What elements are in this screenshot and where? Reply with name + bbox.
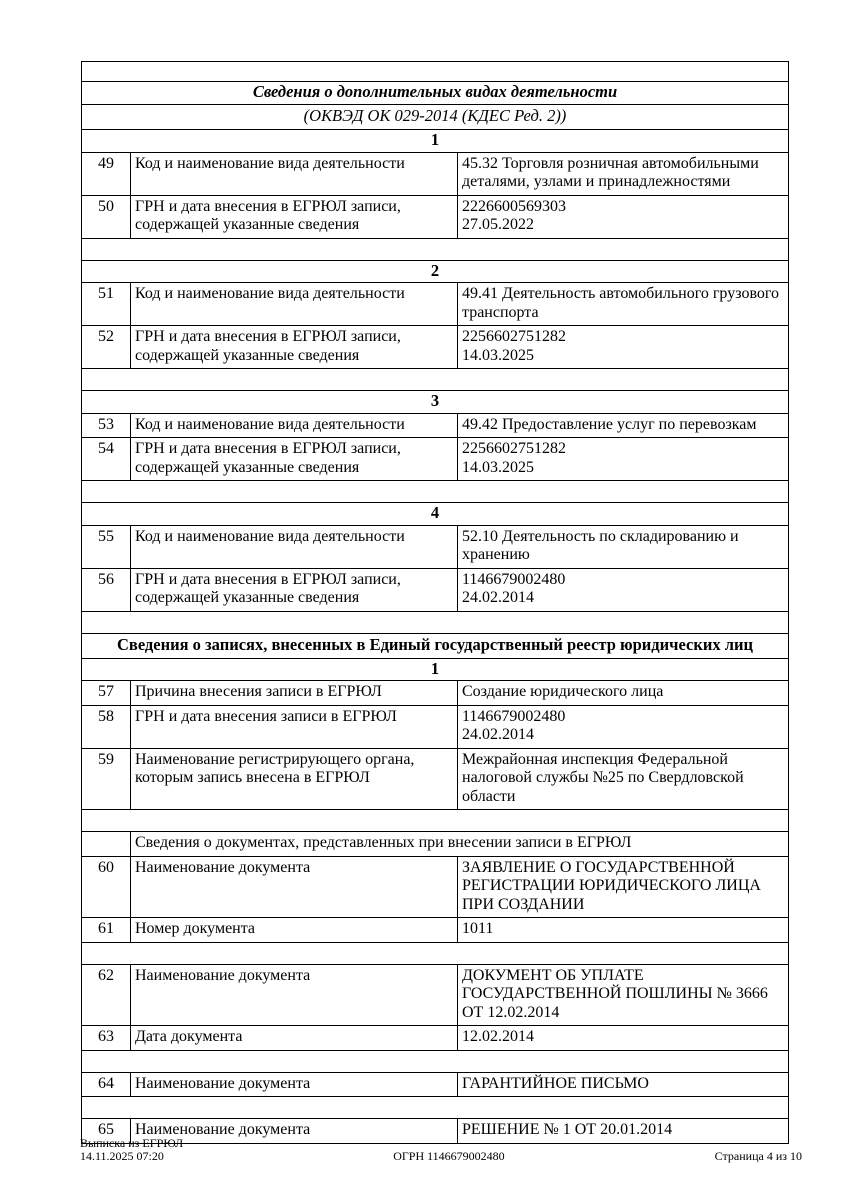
row-label-cell: Наименование регистрирующего органа, которым запись внесена в ЕГРЮЛ	[131, 748, 458, 810]
table-row	[82, 525, 789, 568]
row-label-cell: Наименование документа	[131, 964, 458, 1026]
spacer-cell	[82, 481, 789, 503]
subtitle-row	[82, 105, 789, 130]
group-row	[82, 260, 789, 283]
table-row	[82, 681, 789, 706]
group-cell: 4	[82, 503, 789, 526]
row-value-line: 14.03.2025	[462, 458, 534, 476]
table-row	[82, 413, 789, 438]
row-value-line: 14.03.2025	[462, 346, 534, 364]
row-number-cell: 59	[82, 748, 131, 810]
row-number-cell: 52	[82, 326, 131, 369]
row-value-line: ДОКУМЕНТ ОБ УПЛАТЕ ГОСУДАРСТВЕННОЙ ПОШЛИНЫ № 3666 ОТ 12.02.2014	[462, 966, 768, 1021]
row-number-cell: 63	[82, 1026, 131, 1051]
table-row	[82, 195, 789, 238]
row-value-line: 49.41 Деятельность автомобильного грузового транспорта	[462, 285, 780, 321]
row-value-cell	[458, 1026, 789, 1051]
table-row	[82, 568, 789, 611]
egrul-table-body	[82, 62, 789, 1144]
row-label-cell: Код и наименование вида деятельности	[131, 152, 458, 195]
group-row	[82, 391, 789, 414]
subtitle-cell: (ОКВЭД ОК 029-2014 (КДЕС Ред. 2))	[82, 105, 789, 130]
table-row	[82, 1072, 789, 1097]
row-number-cell	[82, 832, 131, 857]
row-value-line: ГАРАНТИЙНОЕ ПИСЬМО	[462, 1074, 649, 1092]
row-value-line: 12.02.2014	[462, 1028, 534, 1045]
footer-page-number: Страница 4 из 10	[714, 1149, 802, 1163]
table-row	[82, 748, 789, 810]
footer-ogrn: ОГРН 1146679002480	[393, 1149, 505, 1163]
row-value-line: 1146679002480	[462, 707, 566, 725]
row-label-cell: Наименование документа	[131, 856, 458, 918]
row-number-cell: 64	[82, 1072, 131, 1097]
table-row	[82, 326, 789, 369]
row-value-cell	[458, 705, 789, 748]
row-label-cell: ГРН и дата внесения в ЕГРЮЛ записи, содержащей указанные сведения	[131, 195, 458, 238]
row-value-line: РЕШЕНИЕ № 1 ОТ 20.01.2014	[462, 1121, 673, 1138]
row-number-cell: 57	[82, 681, 131, 706]
row-value-line: 24.02.2014	[462, 589, 534, 606]
row-number-cell: 62	[82, 964, 131, 1026]
footer-left-block	[80, 1137, 183, 1163]
row-value-cell	[458, 918, 789, 943]
row-number-cell: 65	[82, 1119, 131, 1144]
spacer-row	[82, 238, 789, 260]
row-label-cell: Код и наименование вида деятельности	[131, 283, 458, 326]
row-value-line: 2226600569303	[462, 197, 566, 215]
row-number-cell: 50	[82, 195, 131, 238]
spacer-row	[82, 1097, 789, 1119]
row-value-line: 52.10 Деятельность по складированию и хранению	[462, 527, 739, 563]
row-label-cell: Код и наименование вида деятельности	[131, 525, 458, 568]
documents-subheader-cell: Сведения о документах, представленных при внесении записи в ЕГРЮЛ	[131, 832, 789, 857]
table-row	[82, 1026, 789, 1051]
row-value-cell	[458, 152, 789, 195]
row-value-line: 49.42 Предоставление услуг по перевозкам	[462, 415, 757, 433]
table-row	[82, 438, 789, 481]
group-cell: 2	[82, 260, 789, 283]
row-value-cell	[458, 438, 789, 481]
row-label-cell: Код и наименование вида деятельности	[131, 413, 458, 438]
spacer-cell	[82, 810, 789, 832]
topspacer-cell	[82, 62, 789, 82]
row-value-line: Межрайонная инспекция Федеральной налоговой службы №25 по Свердловской области	[462, 750, 744, 805]
header2-cell: Сведения о записях, внесенных в Единый государственный реестр юридических лиц	[82, 633, 789, 658]
spacer-cell	[82, 1097, 789, 1119]
row-label-cell: ГРН и дата внесения в ЕГРЮЛ записи, содержащей указанные сведения	[131, 326, 458, 369]
spacer-row	[82, 481, 789, 503]
page-footer	[80, 1137, 802, 1163]
documents-subheader-row	[82, 832, 789, 857]
row-number-cell: 60	[82, 856, 131, 918]
footer-extract-label: Выписка из ЕГРЮЛ	[80, 1136, 184, 1150]
row-label-cell: Номер документа	[131, 918, 458, 943]
row-label-cell: Наименование документа	[131, 1119, 458, 1144]
row-value-cell	[458, 195, 789, 238]
footer-datetime: 14.11.2025 07:20	[80, 1149, 164, 1163]
spacer-cell	[82, 1050, 789, 1072]
row-label-cell: Причина внесения записи в ЕГРЮЛ	[131, 681, 458, 706]
row-value-line: 45.32 Торговля розничная автомобильными деталями, узлами и принадлежностями	[462, 154, 759, 190]
row-value-line: 27.05.2022	[462, 216, 534, 233]
row-value-line: 1011	[462, 920, 494, 937]
row-number-cell: 58	[82, 705, 131, 748]
row-label-cell: ГРН и дата внесения записи в ЕГРЮЛ	[131, 705, 458, 748]
table-row	[82, 152, 789, 195]
spacer-row	[82, 810, 789, 832]
header2-row	[82, 633, 789, 658]
spacer-row	[82, 1050, 789, 1072]
row-label-cell: Наименование документа	[131, 1072, 458, 1097]
row-value-line: 24.02.2014	[462, 726, 534, 743]
row-value-line: 1146679002480	[462, 570, 566, 588]
row-value-cell	[458, 856, 789, 918]
group-cell: 1	[82, 658, 789, 681]
row-number-cell: 61	[82, 918, 131, 943]
title-row	[82, 82, 789, 105]
table-row	[82, 918, 789, 943]
topspacer-row	[82, 62, 789, 82]
spacer-cell	[82, 238, 789, 260]
row-value-cell	[458, 525, 789, 568]
spacer-row	[82, 369, 789, 391]
row-value-cell	[458, 1072, 789, 1097]
table-row	[82, 283, 789, 326]
row-label-cell: Дата документа	[131, 1026, 458, 1051]
row-value-line: 2256602751282	[462, 328, 566, 345]
row-value-line: ЗАЯВЛЕНИЕ О ГОСУДАРСТВЕННОЙ РЕГИСТРАЦИИ ЮРИДИЧЕСКОГО ЛИЦА ПРИ СОЗДАНИИ	[462, 858, 761, 913]
row-number-cell: 56	[82, 568, 131, 611]
row-number-cell: 54	[82, 438, 131, 481]
row-number-cell: 53	[82, 413, 131, 438]
row-value-cell	[458, 748, 789, 810]
group-row	[82, 658, 789, 681]
group-cell: 1	[82, 130, 789, 153]
egrul-table	[81, 61, 789, 1144]
row-number-cell: 49	[82, 152, 131, 195]
row-value-cell	[458, 326, 789, 369]
row-value-cell	[458, 568, 789, 611]
row-value-cell	[458, 964, 789, 1026]
spacer-cell	[82, 369, 789, 391]
spacer-cell	[82, 942, 789, 964]
row-value-line: Создание юридического лица	[462, 683, 664, 700]
spacer-row	[82, 942, 789, 964]
group-row	[82, 503, 789, 526]
table-row	[82, 705, 789, 748]
spacer-row	[82, 611, 789, 633]
table-row	[82, 856, 789, 918]
spacer-cell	[82, 611, 789, 633]
title-cell: Сведения о дополнительных видах деятельности	[82, 82, 789, 105]
row-label-cell: ГРН и дата внесения в ЕГРЮЛ записи, содержащей указанные сведения	[131, 438, 458, 481]
table-row	[82, 964, 789, 1026]
row-value-cell	[458, 413, 789, 438]
row-number-cell: 55	[82, 525, 131, 568]
row-value-cell	[458, 681, 789, 706]
group-row	[82, 130, 789, 153]
row-value-cell	[458, 283, 789, 326]
row-value-line: 2256602751282	[462, 440, 566, 457]
group-cell: 3	[82, 391, 789, 414]
row-number-cell: 51	[82, 283, 131, 326]
row-label-cell: ГРН и дата внесения в ЕГРЮЛ записи, содержащей указанные сведения	[131, 568, 458, 611]
